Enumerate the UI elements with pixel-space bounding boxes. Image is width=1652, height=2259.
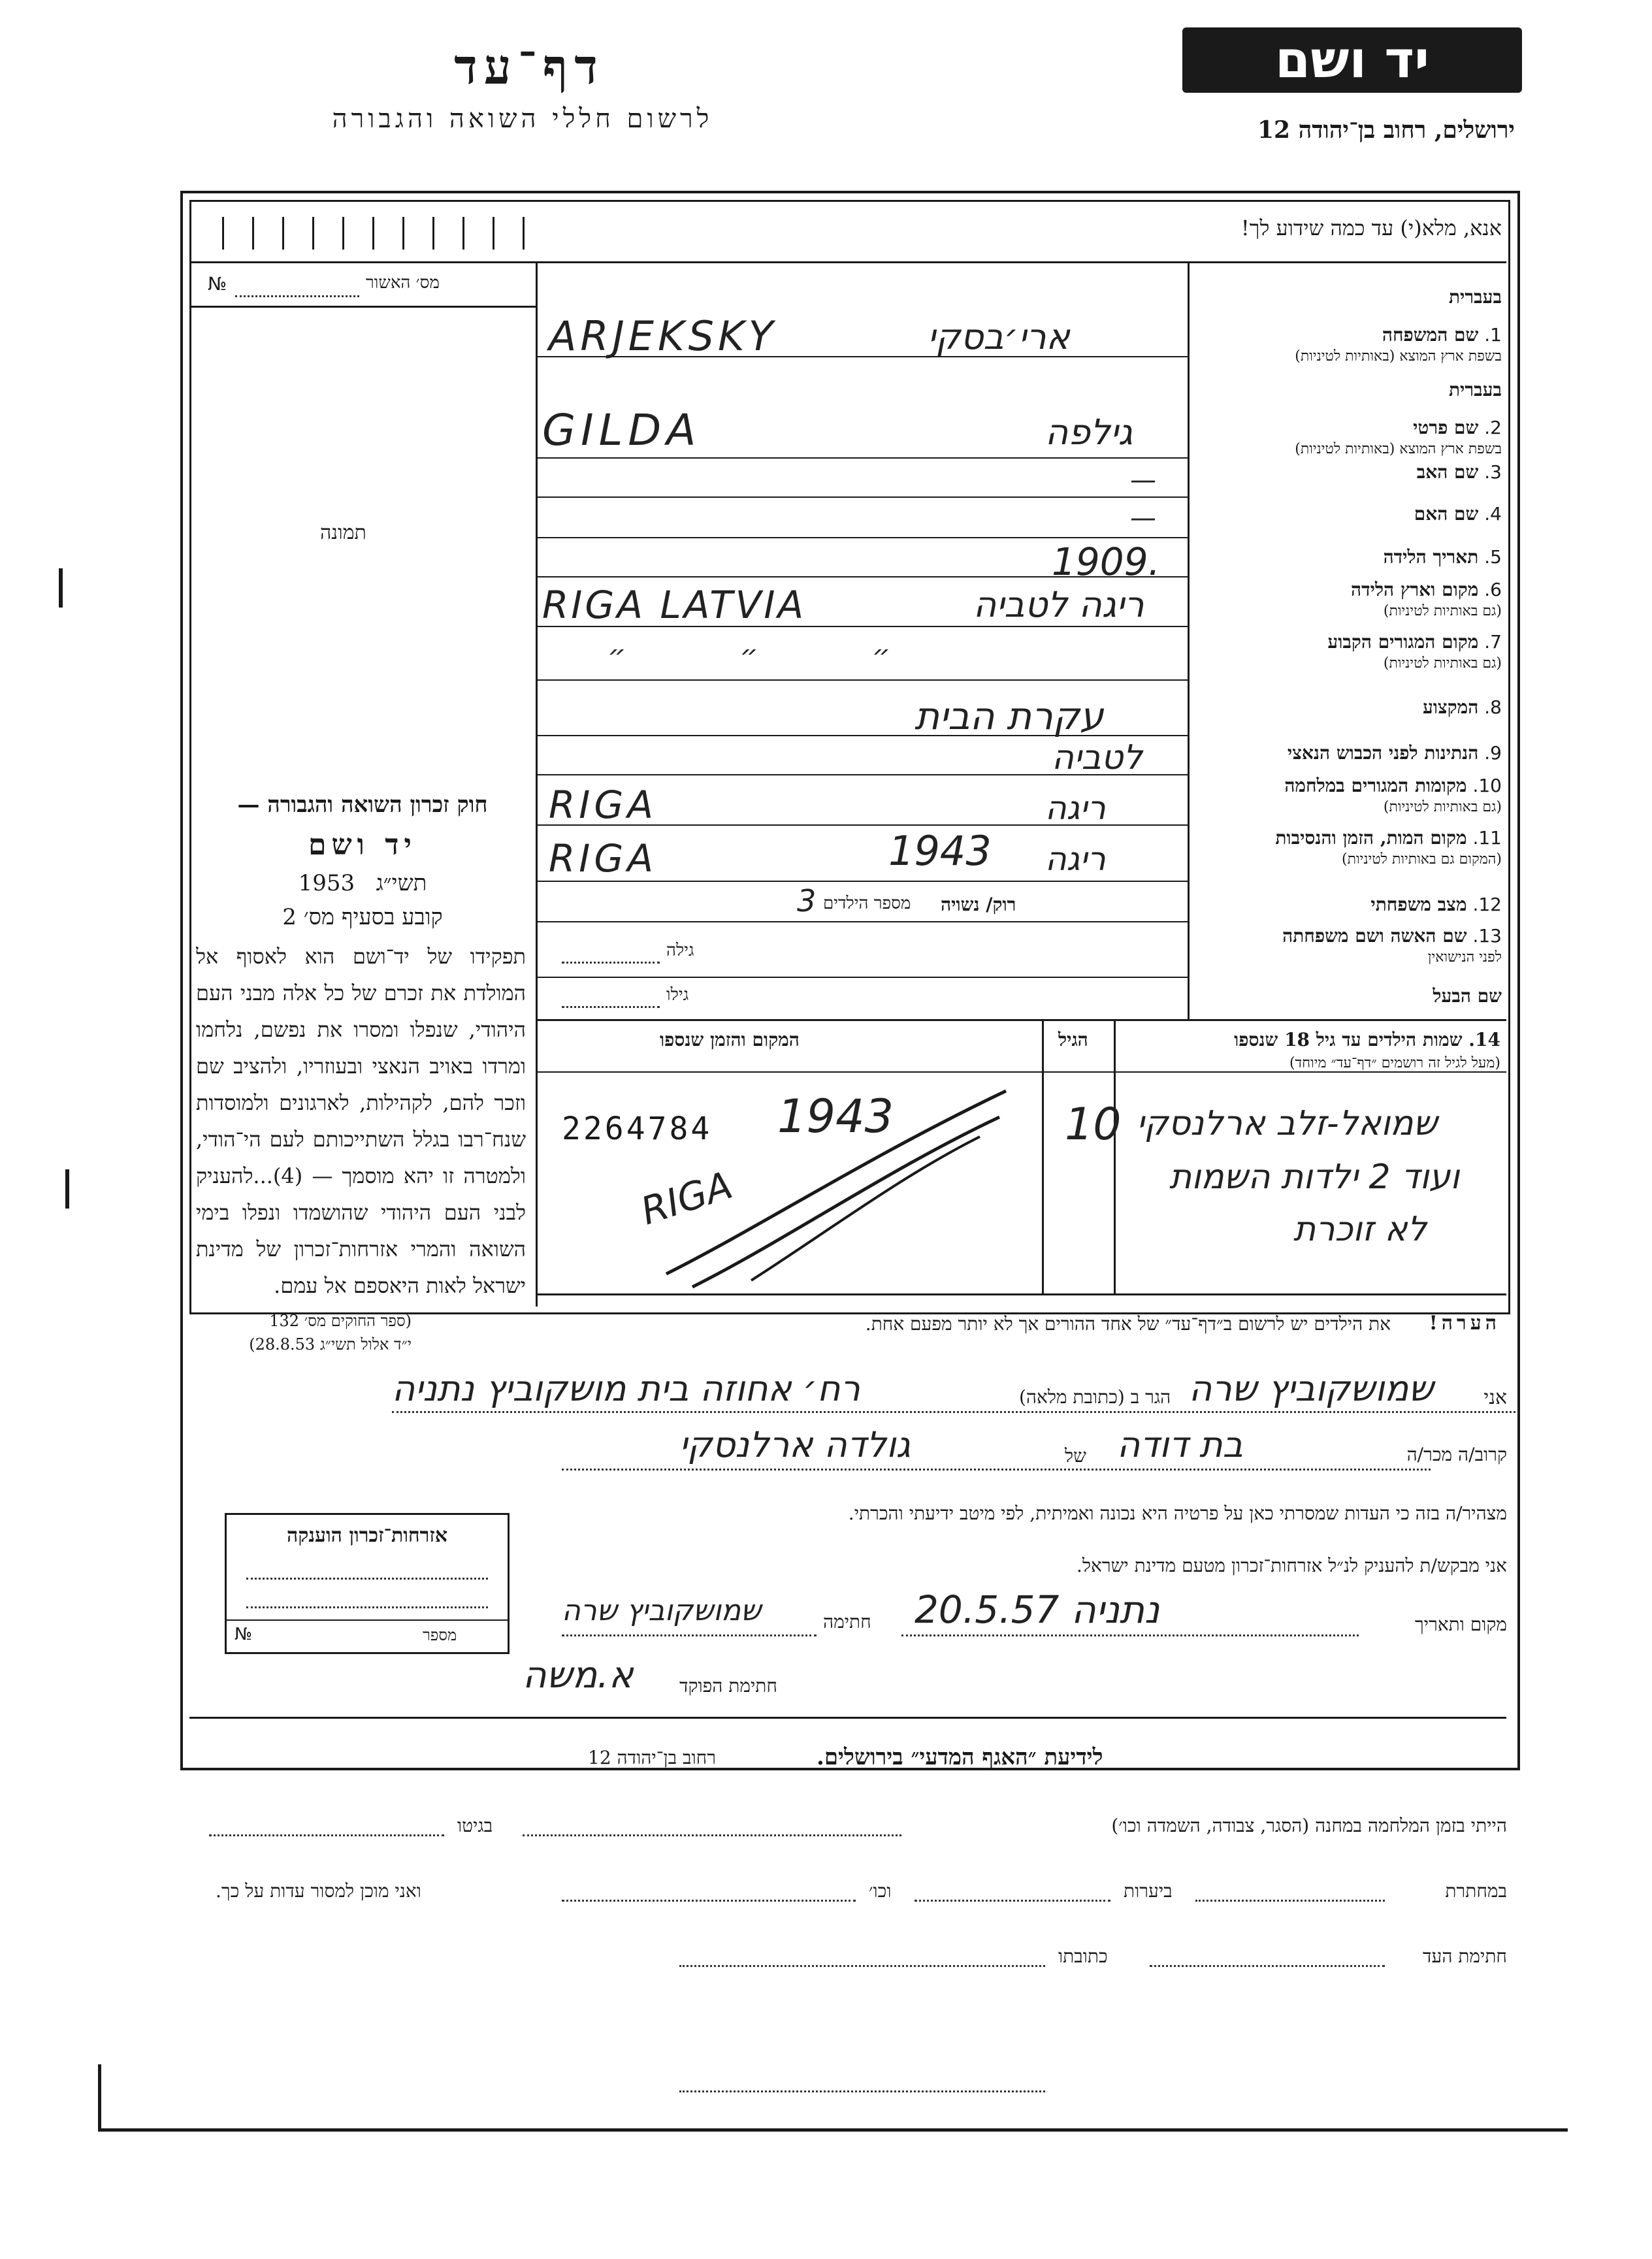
firstname-heb: גילפה xyxy=(1045,412,1133,453)
field-number: 8. xyxy=(1484,696,1502,718)
child-age: 10 xyxy=(1065,1099,1122,1150)
field-label-text: מקום וארץ הלידה xyxy=(1351,579,1479,600)
field-number: 12. xyxy=(1472,894,1502,915)
field-label-main xyxy=(1433,985,1502,1007)
divider-label-column xyxy=(1188,261,1190,1019)
decl-address: רח׳ אחוזה בית מושקוביץ נתניה xyxy=(392,1368,860,1409)
field-number: 11. xyxy=(1472,827,1502,849)
note-text: את הילדים יש לרשום ב״דף־עד״ של אחד ההורים אך לא יותר מפעם אחת. xyxy=(865,1313,1391,1335)
officer-signature: א.משה xyxy=(523,1654,634,1697)
field-label-main xyxy=(1275,827,1502,849)
birth-date: 1909. xyxy=(1052,540,1161,584)
field-number: 13. xyxy=(1472,925,1502,947)
decl-statement: מצהיר/ה בזה כי העדות שמסרתי כאן על פרטיה היא נכונה ואמיתית, לפי מיטב ידיעתי והכרתי. xyxy=(848,1503,1507,1524)
decl-subject-name: גולדה ארלנסקי xyxy=(679,1424,911,1465)
law-year xyxy=(196,870,529,896)
citizenship-dots xyxy=(246,1578,488,1580)
divider-top xyxy=(189,261,1506,263)
scribble-marks xyxy=(653,1078,1019,1293)
marital-status: רוק/ נשויה xyxy=(941,894,1016,915)
field-label-row xyxy=(1195,286,1502,365)
field-label-row xyxy=(1195,579,1502,619)
law-ref-1: (ספר החוקים מס׳ 132 xyxy=(269,1312,412,1330)
field-label-main xyxy=(1351,579,1502,600)
field-label-main xyxy=(1327,631,1502,653)
field-number: 3. xyxy=(1484,461,1502,483)
profession: עקרת הבית xyxy=(915,694,1104,738)
field-label-row xyxy=(1195,503,1502,525)
husband-age-field[interactable] xyxy=(562,1006,660,1008)
row-line xyxy=(536,881,1189,882)
citizenship-box xyxy=(225,1513,510,1654)
death-place-heb: ריגה xyxy=(1045,840,1106,878)
row-line xyxy=(536,977,1189,978)
field-label-text: שם המשפחה xyxy=(1382,324,1479,346)
field-label-lang: בעברית xyxy=(1448,379,1502,400)
children-header-names-sub: (מעל לגיל זה רושמים ״דף־עד״ מיוחד) xyxy=(1289,1055,1500,1071)
decl-relation-label: קרוב/ה מכר/ה xyxy=(1406,1444,1507,1465)
field-label-sub: בשפת ארץ המוצא (באותיות לטיניות) xyxy=(1295,348,1502,365)
divider-photo-bottom xyxy=(189,306,537,308)
field-label-main xyxy=(1370,894,1502,915)
field-label-main xyxy=(1382,324,1502,346)
footer-line1-b: בגיטו xyxy=(457,1815,493,1836)
children-count: 3 xyxy=(797,883,817,918)
footer-line2-a: במחתרת xyxy=(1445,1880,1507,1902)
law-year-num: 1953 xyxy=(298,870,355,896)
field-label-text: שם הבעל xyxy=(1433,985,1502,1007)
bottom-dotted-line xyxy=(679,2090,1045,2092)
scribble-line xyxy=(692,1117,999,1287)
field-label-lang: בעברית xyxy=(1448,286,1502,308)
field-label-sub: (המקום גם באותיות לטיניות) xyxy=(1342,851,1502,868)
field-label-sub: (גם באותיות לטיניות) xyxy=(1383,799,1502,815)
header-address: ירושלים, רחוב בן־יהודה 12 xyxy=(1257,116,1515,144)
child-row-2: ועוד 2 ילדות השמות xyxy=(1169,1158,1460,1197)
field-label-text: מקום המות, הזמן והנסיבות xyxy=(1275,827,1467,849)
field-label-row xyxy=(1195,894,1502,916)
field-label-row xyxy=(1195,985,1502,1007)
approval-field[interactable] xyxy=(235,295,359,297)
footer-ghetto-field[interactable] xyxy=(209,1834,444,1836)
decl-line1-dots[interactable] xyxy=(392,1411,1515,1413)
row-line xyxy=(536,457,1189,459)
field-label-row xyxy=(1195,379,1502,457)
law-year-heb: תשי״ג xyxy=(376,870,427,896)
footer-line2-d: ואני מוכן למסור עדות על כך. xyxy=(216,1880,421,1902)
decl-of: של xyxy=(1065,1445,1086,1467)
divider-left-column xyxy=(536,261,538,1307)
row-line xyxy=(536,1019,1506,1021)
husband-age-label: גילו xyxy=(666,985,689,1005)
place-date-field[interactable] xyxy=(901,1634,1359,1636)
field-label-sub: לפני הנישואין xyxy=(1427,949,1502,966)
citizenship-title: אזרחות־זכרון הוענקה xyxy=(286,1524,448,1547)
signature-label: חתימה xyxy=(823,1611,871,1633)
birth-place-heb: ריגה לטביה xyxy=(973,584,1144,625)
decl-line2-dots[interactable] xyxy=(562,1469,1431,1471)
wartime-place-heb: ריגה xyxy=(1045,789,1106,827)
row-line xyxy=(536,496,1189,498)
citizenship-dots xyxy=(246,1606,488,1608)
field-label-row xyxy=(1195,925,1502,966)
footer-title: לידיעת ״האגף המדעי״ בירושלים. xyxy=(817,1744,1103,1770)
residence-ditto: ״ ״ ״ xyxy=(607,639,943,672)
footer-line1-a: הייתי בזמן המלחמה במחנה (הסגר, צבודה, השמדה וכו׳) xyxy=(1111,1815,1507,1836)
field-label-row xyxy=(1195,827,1502,868)
scan-mark xyxy=(59,568,63,608)
field-label-row xyxy=(1195,742,1502,764)
child-row-3: לא זוכרת xyxy=(1293,1210,1427,1249)
children-count-label: מספר הילדים xyxy=(823,894,911,913)
field-label-main xyxy=(1282,925,1502,947)
death-year: 1943 xyxy=(888,827,992,875)
footer-line2-c: וכו׳ xyxy=(869,1880,892,1902)
place-date-label: מקום ותאריך xyxy=(1414,1614,1507,1635)
nationality: לטביה xyxy=(1052,738,1142,777)
field-label-sub: (גם באותיות לטיניות) xyxy=(1383,603,1502,619)
father-name: — xyxy=(1130,465,1156,495)
decl-lives: הגר ב (כתובת מלאה) xyxy=(1019,1386,1171,1408)
decl-relation: בת דודה xyxy=(1117,1424,1243,1465)
surname-heb: ארי׳בסקי xyxy=(928,316,1070,357)
decl-prefix: אני xyxy=(1483,1386,1507,1409)
footer-address: רחוב בן־יהודה 12 xyxy=(588,1747,716,1768)
tick-marks xyxy=(222,217,549,250)
field-label-sub: (גם באותיות לטיניות) xyxy=(1383,655,1502,672)
field-label-main xyxy=(1417,461,1502,483)
footer-line3-a: חתימת העד xyxy=(1423,1945,1507,1967)
field-label-text: מצב משפחתי xyxy=(1370,894,1467,915)
photo-label: תמונה xyxy=(320,521,366,544)
stamp-number: 2264784 xyxy=(562,1111,713,1147)
citizenship-number-label: מספר xyxy=(423,1626,457,1644)
footer-etc-field[interactable] xyxy=(562,1900,856,1902)
law-body: תפקידו של יד־ושם הוא לאסוף אל המולדת את זכרם של כל אלה מבני העם היהודי, שנפלו ומסרו את נפשם, נלחמו ומרדו באויב הנאצי ובעוזריו, ולהציב שם וזכר להם, לקהילות, לארגונים ולמוסדות שנח־רבו בגלל השתייכותם לעם הי־הודי, ולמטרה זו יהא מוסמך — (4)...להעניק לבני העם היהודי שהושמדו ונפלו בימי השואה והמרי אזרחות־זכרון של מדינת ישראל לאות היאספם אל עמם. xyxy=(196,944,526,1298)
place-date: נתניה 20.5.57 xyxy=(915,1587,1160,1632)
citizenship-bottom-line xyxy=(227,1619,508,1621)
children-col-divider xyxy=(1114,1019,1116,1293)
decl-request: אני מבקש/ת להעניק לנ״ל אזרחות־זכרון מטעם מדינת ישראל. xyxy=(1077,1555,1507,1576)
death-place: RIGA xyxy=(549,836,658,881)
field-label-sub: בשפת ארץ המוצא (באותיות לטיניות) xyxy=(1295,441,1502,457)
field-label-text: שם האב xyxy=(1416,461,1479,483)
children-col-divider xyxy=(1042,1019,1044,1293)
birth-place-latin: RIGA LATVIA xyxy=(542,583,807,627)
field-label-text: תאריך הלידה xyxy=(1383,546,1479,568)
wife-age-field[interactable] xyxy=(562,962,660,964)
field-number: 6. xyxy=(1484,579,1502,600)
field-label-text: שם פרטי xyxy=(1413,417,1479,438)
child-place-year: 1943 xyxy=(777,1090,894,1143)
signature: שמושקוביץ שרה xyxy=(562,1594,762,1627)
signature-field[interactable] xyxy=(562,1634,817,1636)
children-header-line xyxy=(536,1071,1506,1073)
children-table-bottom xyxy=(536,1293,1506,1295)
field-label-text: מקומות המגורים במלחמה xyxy=(1284,775,1467,796)
children-header-place: המקום והזמן שנספו xyxy=(660,1029,800,1050)
law-title: חוק זכרון השואה והגבורה — xyxy=(237,792,488,818)
field-label-main xyxy=(1423,696,1502,718)
law-clause: קובע בסעיף מס׳ 2 xyxy=(282,904,443,930)
field-label-main xyxy=(1284,775,1502,796)
note-label: הערה! xyxy=(1429,1312,1500,1335)
field-label-text: שם האשה ושם משפחתה xyxy=(1282,925,1467,947)
field-number: 2. xyxy=(1484,417,1502,438)
logo-text: יד ושם xyxy=(1274,31,1430,89)
scan-mark xyxy=(65,1169,69,1209)
field-number: 4. xyxy=(1484,503,1502,525)
firstname-latin: GILDA xyxy=(542,405,702,455)
field-label-main xyxy=(1413,417,1502,438)
law-name: יד ושם xyxy=(308,828,417,862)
field-label-row xyxy=(1195,461,1502,483)
field-number: 9. xyxy=(1484,742,1502,764)
wife-age-label: גילה xyxy=(666,941,694,960)
decl-name: שמושקוביץ שרה xyxy=(1189,1368,1434,1409)
scribble-line xyxy=(666,1091,1006,1274)
field-number: 7. xyxy=(1484,631,1502,653)
child-row-1: שמואל-זלב ארלנסקי xyxy=(1137,1104,1438,1143)
form-subtitle: לרשום חללי השואה והגבורה xyxy=(332,104,713,134)
approval-no-symbol: № xyxy=(208,273,227,295)
citizenship-number-symbol: № xyxy=(235,1625,253,1644)
footer-address-field[interactable] xyxy=(679,1965,1045,1967)
officer-label: חתימת הפוקד xyxy=(679,1675,777,1697)
footer-divider xyxy=(189,1717,1506,1719)
row-line xyxy=(536,921,1189,922)
row-line xyxy=(536,679,1189,681)
form-title: דף־עד xyxy=(454,39,604,95)
field-label-text: המקצוע xyxy=(1422,696,1479,718)
logo xyxy=(1182,27,1522,93)
footer-underground-field[interactable] xyxy=(1195,1900,1385,1902)
bottom-rule-left-tick xyxy=(98,2064,101,2130)
field-number: 5. xyxy=(1484,546,1502,568)
field-label-row xyxy=(1195,775,1502,815)
child-place-latin: RIGA xyxy=(635,1162,738,1234)
field-label-main xyxy=(1288,742,1502,764)
surname-latin: ARJEKSKY xyxy=(549,312,777,360)
row-line xyxy=(536,537,1189,538)
field-label-row xyxy=(1195,631,1502,672)
field-label-text: הנתינות לפני הכבוש הנאצי xyxy=(1287,742,1479,764)
field-label-row xyxy=(1195,696,1502,719)
field-label-text: שם האם xyxy=(1414,503,1479,525)
field-number: 1. xyxy=(1484,324,1502,346)
footer-line2-b: ביערות xyxy=(1124,1880,1173,1902)
footer-forest-field[interactable] xyxy=(915,1900,1110,1902)
footer-line3-b: כתובתו xyxy=(1058,1945,1108,1967)
intro-text: אנא, מלא(י) עד כמה שידוע לך! xyxy=(1240,216,1502,240)
mother-name: — xyxy=(1130,503,1156,533)
field-label-main xyxy=(1414,503,1502,525)
wartime-place: RIGA xyxy=(549,783,658,827)
field-label-row xyxy=(1195,546,1502,568)
children-header-age: הגיל xyxy=(1058,1029,1088,1050)
footer-camp-field[interactable] xyxy=(523,1834,901,1836)
field-label-text: מקום המגורים הקבוע xyxy=(1327,631,1479,653)
footer-witness-sig-field[interactable] xyxy=(1150,1965,1385,1967)
approval-label: מס׳ האשור xyxy=(366,273,440,293)
law-ref-2: י״ד אלול תשי״ג 28.8.53) xyxy=(249,1335,412,1354)
field-number: 10. xyxy=(1472,775,1502,796)
bottom-rule xyxy=(98,2128,1568,2132)
children-header-names: 14. שמות הילדים עד גיל 18 שנספו xyxy=(1234,1029,1500,1050)
field-label-main xyxy=(1384,546,1502,568)
